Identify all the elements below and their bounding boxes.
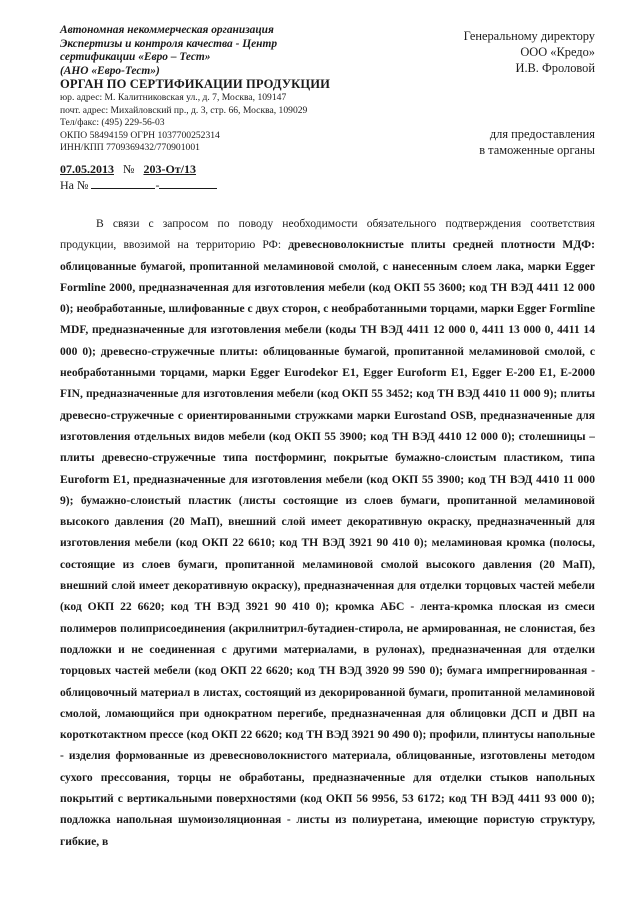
recipient-block: [464, 28, 595, 76]
purpose-line: в таможенные органы: [479, 143, 595, 157]
reply-reference-line: [60, 177, 217, 193]
reply-date-blank: [159, 177, 217, 189]
body-text-segment: древесноволокнистые плиты средней плотности МДФ: облицованные бумагой, пропитанной меламиновой смолой, с нанесенным слоем лака, марки Egger Formline 2000, предназначенная для изготовления мебели (код ОКП 55 3600; код ТН ВЭД 4411 12 000 0); необработанные, шлифованные с двух сторон, с необработанными торцами, марки Egger Formline MDF, предназначенные для изготовления мебели (коды ТН ВЭД 4411 12 000 0, 4411 13 000 0, 4411 14 000 0);: [60, 238, 595, 358]
reply-number-blank: [91, 177, 155, 189]
sender-info-line: ОКПО 58494159 ОГРН 1037700252314: [60, 129, 220, 141]
recipient-line: Генеральному директору: [463, 29, 595, 43]
letter-reference: [60, 161, 217, 193]
sender-info-line: ИНН/КПП 7709369432/770901001: [60, 142, 200, 154]
sender-info-line: Тел/факс: (495) 229-56-03: [60, 117, 165, 129]
body-text-segment: древесно-стружечные плиты: облицованные бумагой, пропитанной меламиновой смолой, с необработанными торцами, марки Egger Eurodekor E1, Egger Euroform E1, Egger E-200 E1, E-2000 FIN, предназначенные для изготовления мебели (код ОКП 55 3452; код ТН ВЭД 4410 11 000 9); плиты древесно-стружечные с ориентированными стружками марки Eurostand OSB, предназначенные для изготовления отдельных видов мебели (код ОКП 55 3900; код ТН ВЭД 4410 12 000 0); столешницы – плиты древесно-стружечные типа постформинг, покрытые бумажно-слоистым пластиком, типа Euroform E1, предназначенные для изготовления мебели (код ОКП 55 3900; код ТН ВЭД 4410 11 000 9); бумажно-слоистый пластик (листы состоящие из слоев бумаги, пропитанной меламиновой высокого давления (20 МаП), внешний слой имеет декоративную окраску, предназначенный для изготовления мебели (код ОКП 22 6610; код ТН ВЭД 3921 90 410 0); меламиновая кромка (полосы, состоящие из слоев бумаги, пропитанной меламиновой смолой высокого давления (20 МаП), внешний слой имеет декоративную окраску), предназначенная для отделки торцовых частей мебели (код ОКП 22 6620; код ТН ВЭД 3921 90 410 0); кромка АБС - лента-кромка плоская из смеси полимеров полиприсоединения (акрилнитрил-бутадиен-стирола, не армированная, не слонистая, без подложки и не соединенная с другими материалами, в рулонах), предназначенная для отделки торцовых частей мебели (код ОКП 22 6620; код ТН ВЭД 3920 99 590 0); бумага импрегнированная - облицовочный материал в листах, состоящий из декорированной бумаги, пропитанной меламиновой смолой, ломающийся при однократном перегибе, предназначенная для облицовки ДСП и ДВП на короткотактном прессе (код ОКП 22 6620; код ТН ВЭД 3921 90 490 0); профили, плинтусы напольные - изделия формованные из древесноволокнистого материала, облицованные, изготовлены методом сухого прессования, торцы не обработаны, предназначенные для отделки стыков напольных покрытий с вертикальными поверхностями (код ОКП 56 9956, 53 6172; код ТН ВЭД 4411 93 000 0); подложка напольная шумоизоляционная - листы из полиуретана, имеющие пористую структуру, гибкие, в: [60, 344, 595, 848]
sender-department: ОРГАН ПО СЕРТИФИКАЦИИ ПРОДУКЦИИ: [60, 77, 331, 92]
reference-line: [60, 161, 217, 177]
reply-dash: -: [155, 178, 160, 192]
purpose-note: [479, 126, 595, 158]
sender-info-line: юр. адрес: М. Калитниковская ул., д. 7, Москва, 109147: [60, 91, 287, 103]
sender-org-line: (АНО «Евро-Тест»): [60, 64, 160, 77]
letter-date: 07.05.2013: [60, 162, 114, 176]
reply-prefix: На №: [60, 178, 89, 192]
sender-info-line: почт. адрес: Михайловский пр., д. 3, стр. 66, Москва, 109029: [60, 104, 308, 116]
body-text-segment: В связи с запросом по поводу необходимости обязательного подтверждения соответствия продукции, ввозимой на территорию РФ:: [60, 217, 595, 252]
sender-org-line: Экспертизы и контроля качества - Центр: [60, 37, 278, 50]
letter-number: 203-От/13: [143, 162, 197, 176]
sender-letterhead: [60, 24, 390, 155]
sender-org-line: сертификации «Евро – Тест»: [60, 51, 211, 64]
body-paragraph: [60, 213, 595, 852]
number-sign: №: [123, 162, 135, 176]
letter-body: [60, 213, 595, 893]
sender-org-line: Автономная некоммерческая организация: [60, 24, 274, 36]
recipient-line: ООО «Кредо»: [520, 45, 595, 59]
recipient-line: И.В. Фроловой: [515, 61, 595, 75]
purpose-line: для предоставления: [489, 127, 595, 141]
